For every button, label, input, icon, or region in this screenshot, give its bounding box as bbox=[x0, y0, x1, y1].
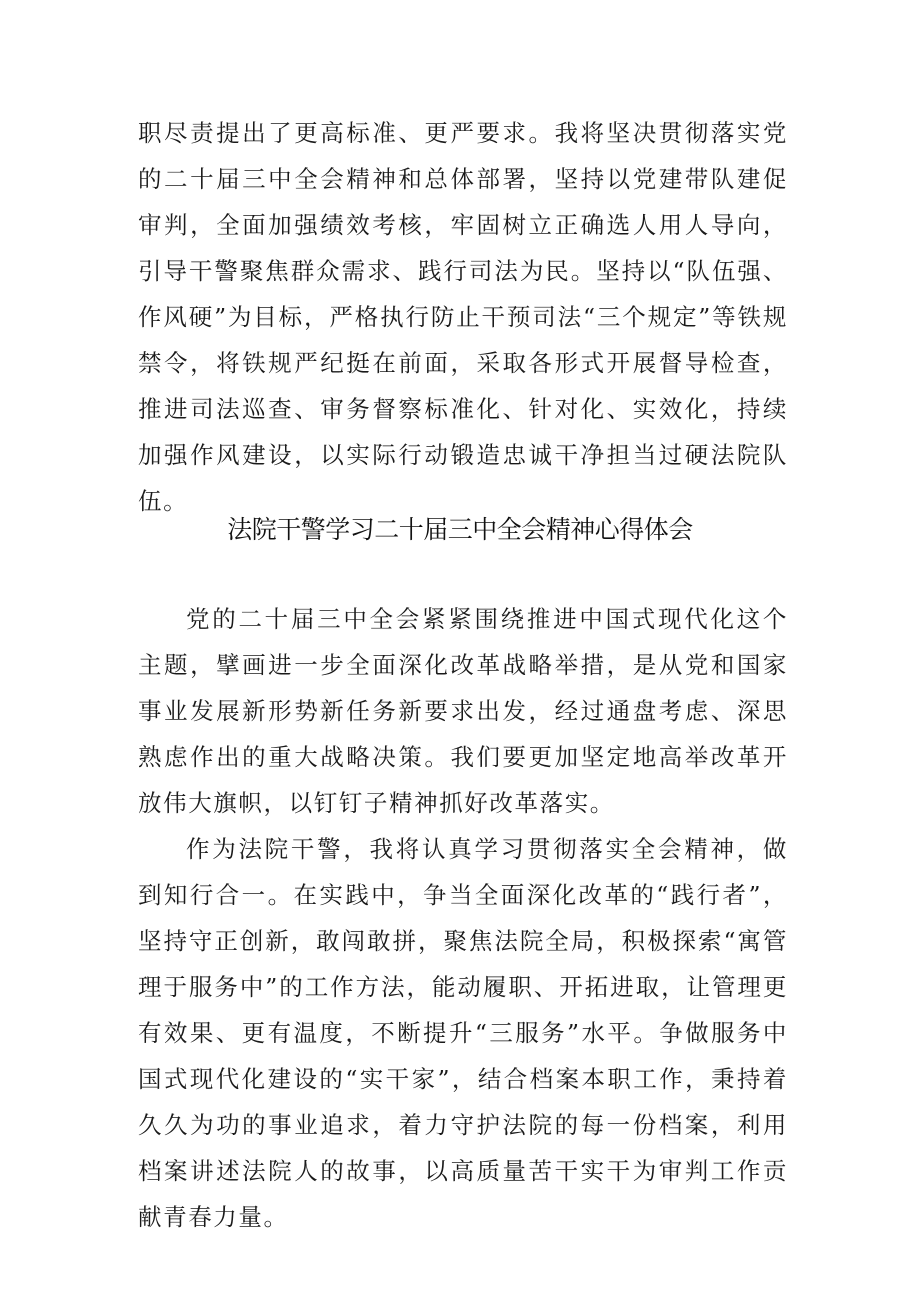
continued-paragraph: 职尽责提出了更高标准、更严要求。我将坚决贯彻落实党的二十届三中全会精神和总体部署，坚持以党建带队建促审判，全面加强绩效考核，牢固树立正确选人用人导向，引导干警聚焦群众需求、践行司法为民。坚持以“队伍强、作风硬”为目标，严格执行防止干预司法“三个规定”等铁规禁令，将铁规严纪挺在前面，采取各形式开展督导检查，推进司法巡查、审务督察标准化、针对化、实效化，持续加强作风建设，以实际行动锻造忠诚干净担当过硬法院队伍。 bbox=[138, 119, 788, 515]
body-paragraph: 党的二十届三中全会紧紧围绕推进中国式现代化这个主题，擘画进一步全面深化改革战略举措，是从党和国家事业发展新形势新任务新要求出发，经过通盘考虑、深思熟虑作出的重大战略决策。我们要更加坚定地高举改革开放伟大旗帜，以钉钉子精神抓好改革落实。 bbox=[138, 605, 788, 817]
body-paragraph: 作为法院干警，我将认真学习贯彻落实全会精神，做到知行合一。在实践中，争当全面深化改革的“践行者”，坚持守正创新，敢闯敢拼，聚焦法院全局，积极探索“寓管理于服务中”的工作方法，能动履职、开拓进取，让管理更有效果、更有温度，不断提升“三服务”水平。争做服务中国式现代化建设的“实干家”，结合档案本职工作，秉持着久久为功的事业追求，着力守护法院的每一份档案，利用档案讲述法院人的故事，以高质量苦干实干为审判工作贡献青春力量。 bbox=[138, 835, 788, 1231]
section-title: 法院干警学习二十届三中全会精神心得体会 bbox=[227, 515, 693, 544]
